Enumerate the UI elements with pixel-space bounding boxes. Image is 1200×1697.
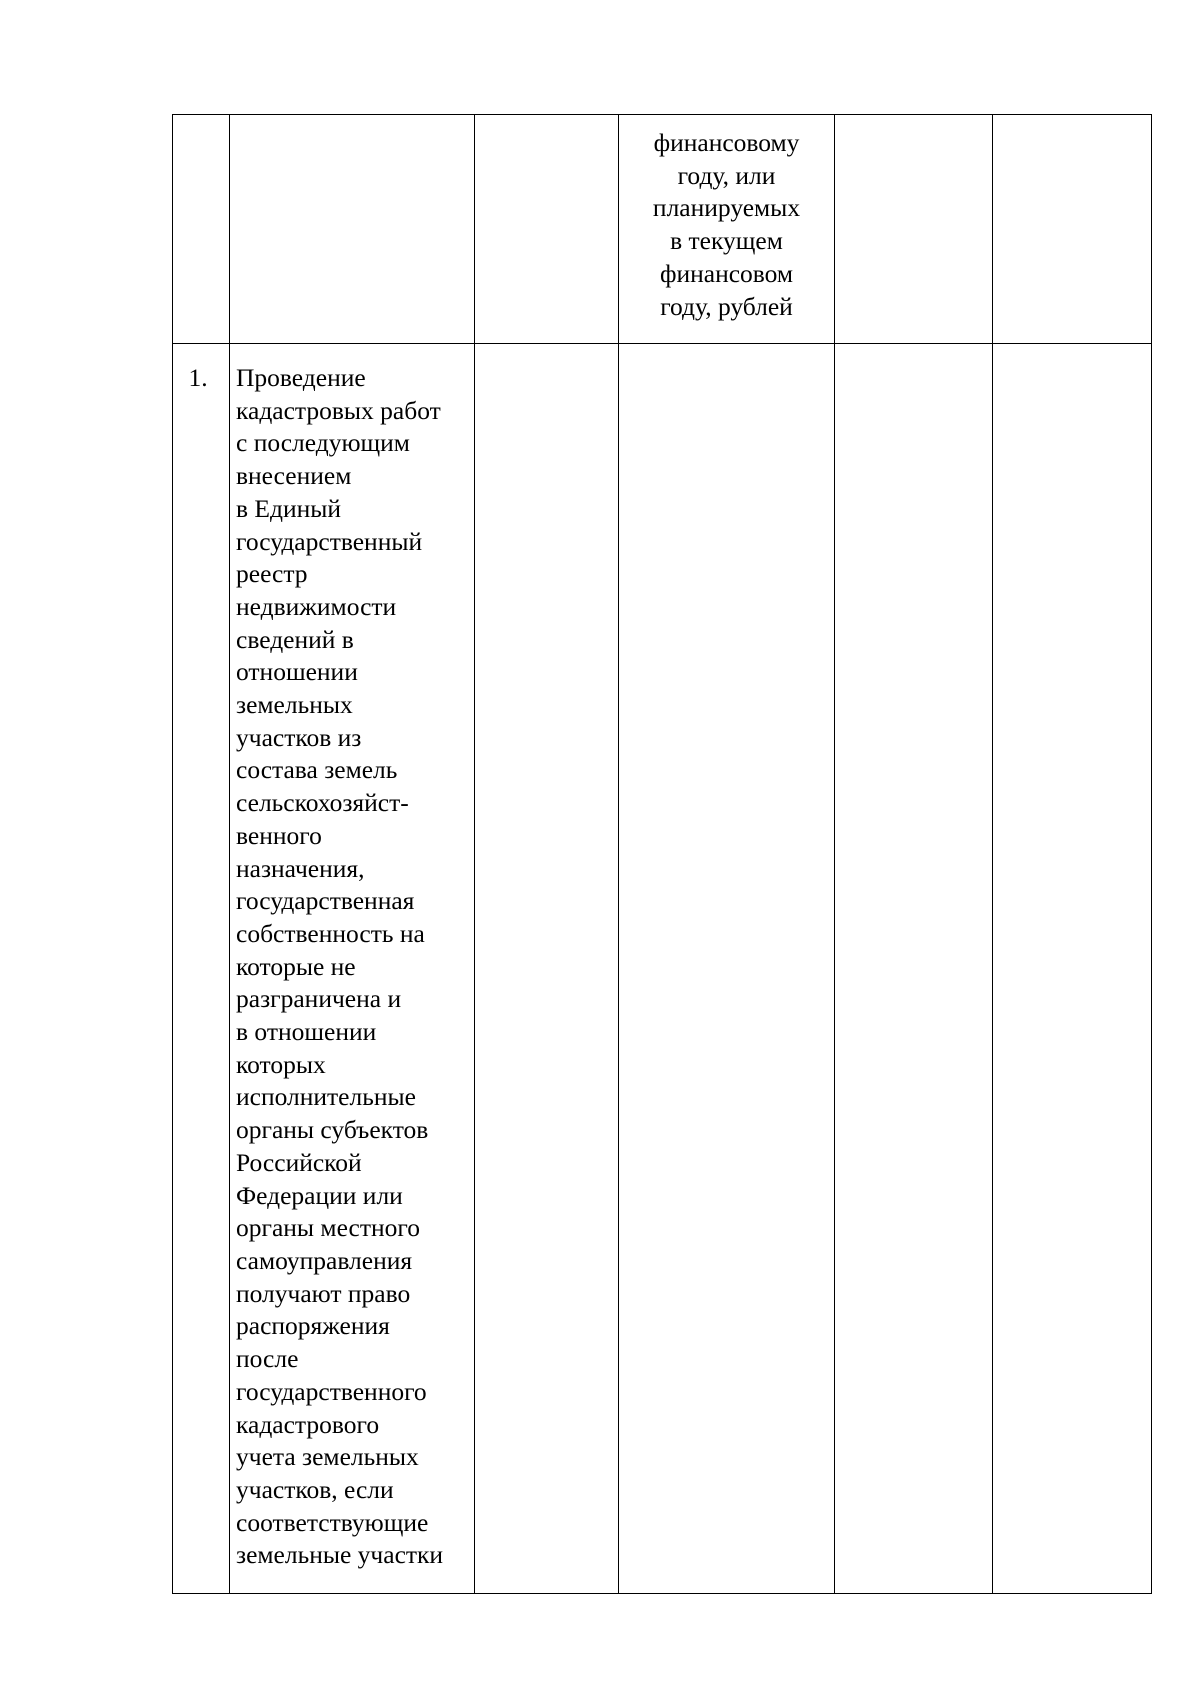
text-line: в текущем bbox=[670, 226, 783, 256]
item-number-cell bbox=[173, 344, 230, 1594]
text-line: Проведение bbox=[236, 363, 366, 392]
header-cell-planned-amount-text bbox=[627, 127, 826, 323]
text-line: которые не bbox=[236, 951, 356, 981]
header-cell-description bbox=[230, 115, 475, 344]
header-cell-col6 bbox=[993, 115, 1152, 344]
text-line: государственный bbox=[236, 526, 423, 556]
text-line: году, рублей bbox=[660, 291, 793, 321]
item-cell-col5 bbox=[835, 344, 993, 1594]
header-cell-planned-amount bbox=[619, 115, 835, 344]
table-header-continuation-row bbox=[173, 115, 1152, 344]
text-line: реестр bbox=[236, 559, 308, 589]
text-line: в отношении bbox=[236, 1017, 377, 1047]
text-line: соответствующие bbox=[236, 1507, 429, 1537]
text-line: финансовом bbox=[659, 258, 794, 288]
item-number: 1. bbox=[188, 363, 208, 392]
text-line: участков, если bbox=[236, 1474, 394, 1504]
text-line: венного bbox=[236, 820, 322, 850]
text-line: кадастровых работ bbox=[236, 395, 441, 425]
text-line: государственного bbox=[236, 1376, 427, 1406]
text-line: Федерации или bbox=[236, 1180, 403, 1210]
text-line: внесением bbox=[236, 461, 352, 491]
text-line: земельные участки bbox=[236, 1540, 444, 1570]
text-line: отношении bbox=[236, 657, 358, 687]
text-line: недвижимости bbox=[236, 591, 397, 621]
item-cell-col3 bbox=[475, 344, 619, 1594]
text-line: после bbox=[236, 1344, 299, 1374]
text-line: финансовому bbox=[653, 128, 800, 157]
text-line: назначения, bbox=[236, 853, 365, 883]
item-description-text bbox=[236, 362, 470, 1572]
text-line: состава земель bbox=[236, 755, 398, 785]
item-cell-col6 bbox=[993, 344, 1152, 1594]
text-line: исполнительные bbox=[236, 1082, 416, 1112]
text-line: получают право bbox=[236, 1278, 411, 1308]
text-line: распоряжения bbox=[236, 1311, 390, 1341]
text-line: которых bbox=[236, 1049, 326, 1079]
text-line: разграничена и bbox=[236, 984, 402, 1014]
text-line: с последующим bbox=[236, 428, 410, 458]
text-line: планируемых bbox=[652, 193, 801, 223]
text-line: самоуправления bbox=[236, 1245, 413, 1275]
text-line: участков из bbox=[236, 722, 362, 752]
text-line: сведений в bbox=[236, 624, 354, 654]
header-cell-number bbox=[173, 115, 230, 344]
text-line: Российской bbox=[236, 1147, 362, 1177]
text-line: году, или bbox=[677, 160, 776, 190]
text-line: кадастрового bbox=[236, 1409, 380, 1439]
item-cell-col4 bbox=[619, 344, 835, 1594]
text-line: учета земельных bbox=[236, 1442, 419, 1472]
text-line: собственность на bbox=[236, 918, 425, 948]
document-table bbox=[172, 114, 1152, 1594]
text-line: земельных bbox=[236, 690, 353, 720]
header-cell-col3 bbox=[475, 115, 619, 344]
text-line: сельскохозяйст- bbox=[236, 788, 409, 818]
text-line: органы местного bbox=[236, 1213, 420, 1243]
text-line: в Единый bbox=[236, 493, 342, 523]
header-cell-col5 bbox=[835, 115, 993, 344]
text-line: государственная bbox=[236, 886, 415, 916]
table-row bbox=[173, 344, 1152, 1594]
text-line: органы субъектов bbox=[236, 1115, 429, 1145]
item-description-cell bbox=[230, 344, 475, 1594]
